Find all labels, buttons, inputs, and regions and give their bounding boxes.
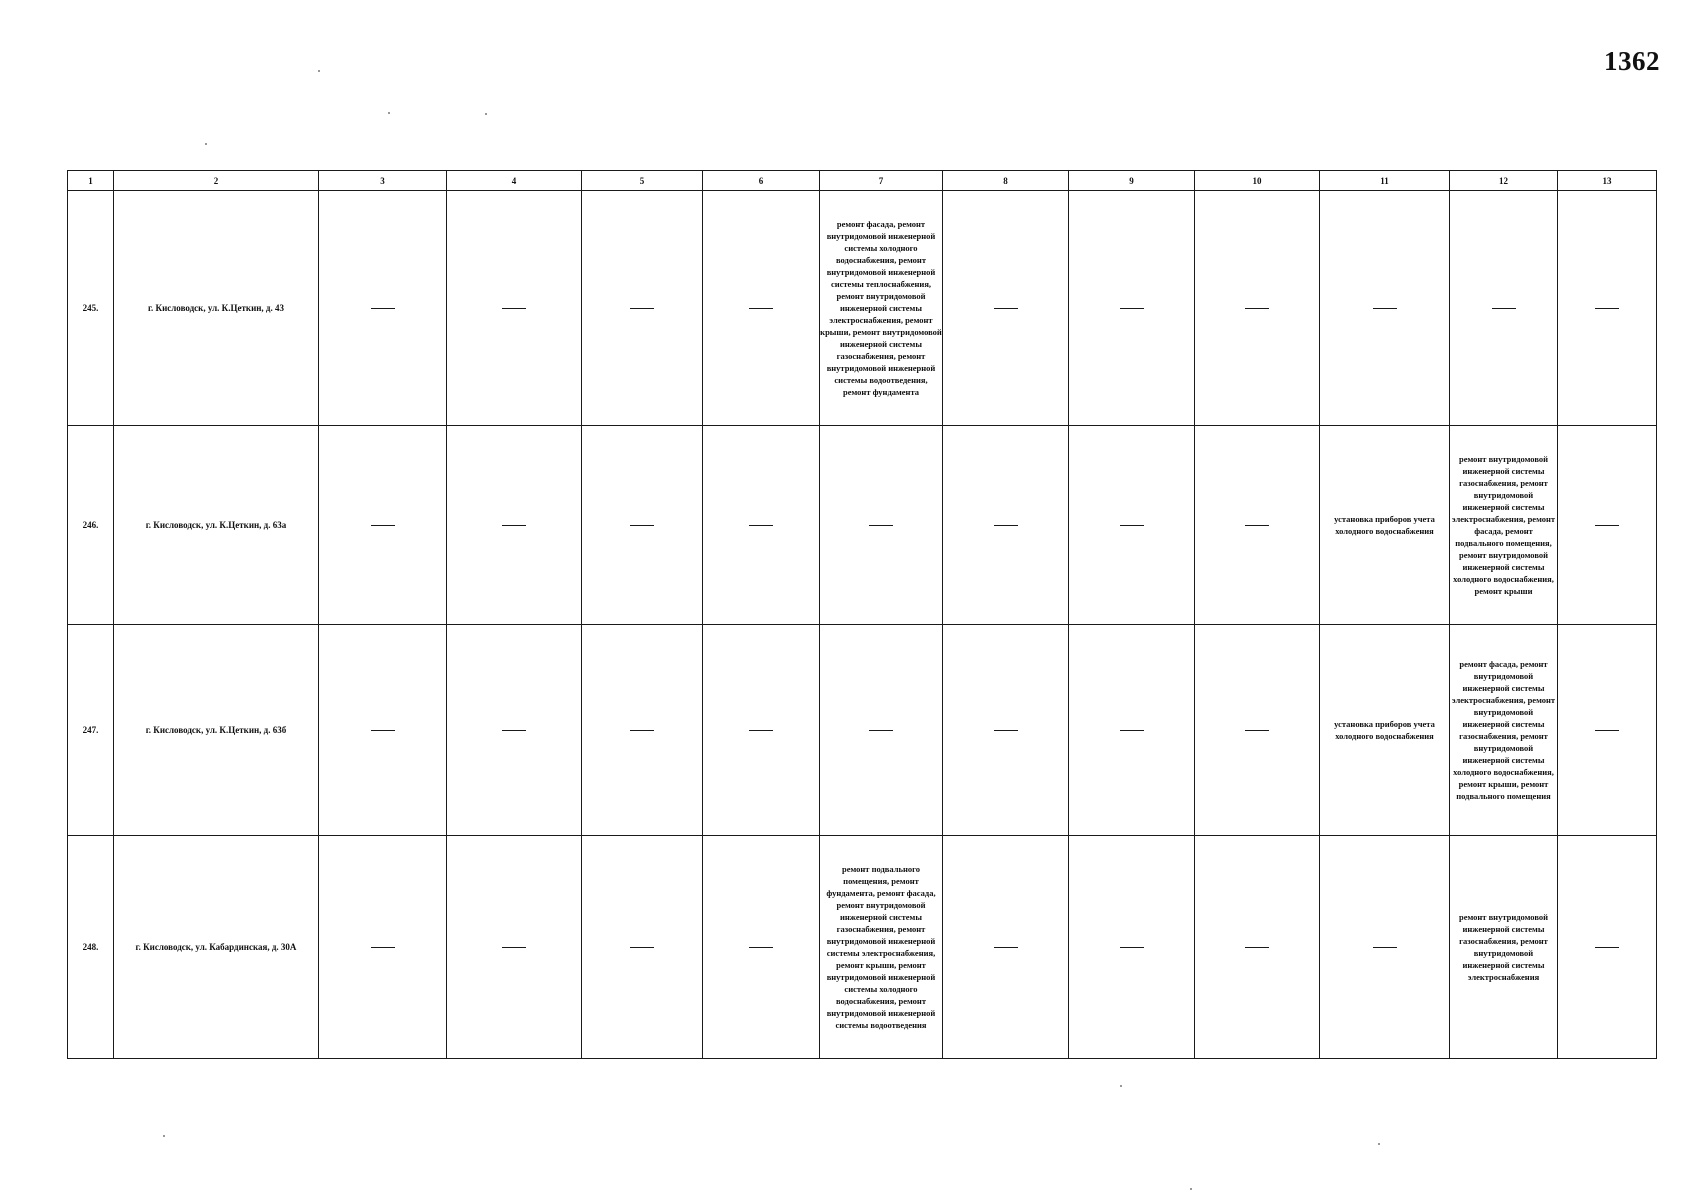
column-header: 5 xyxy=(582,171,703,191)
column-header: 9 xyxy=(1069,171,1195,191)
column-header: 8 xyxy=(943,171,1069,191)
table-row xyxy=(68,836,1657,1059)
cell-empty xyxy=(943,836,1069,1059)
works-col7: ремонт подвального помещения, ремонт фундамента, ремонт фасада, ремонт внутридомовой инженерной системы газоснабжения, ремонт внутридомовой инженерной системы электроснабжения, ремонт крыши, ремонт внутридомовой инженерной системы холодного водоснабжения, ремонт внутридомовой инженерной системы водоотведения xyxy=(820,836,943,1059)
row-address: г. Кисловодск, ул. К.Цеткин, д. 63а xyxy=(114,426,319,625)
scan-speck xyxy=(485,113,487,115)
works-table xyxy=(67,170,1657,1059)
row-address: г. Кисловодск, ул. Кабардинская, д. 30А xyxy=(114,836,319,1059)
works-col12: ремонт фасада, ремонт внутридомовой инженерной системы электроснабжения, ремонт внутридомовой инженерной системы газоснабжения, ремонт внутридомовой инженерной системы холодного водоснабжения, ремонт крыши, ремонт подвального помещения xyxy=(1450,625,1558,836)
works-col12: ремонт внутридомовой инженерной системы газоснабжения, ремонт внутридомовой инженерной системы электроснабжения, ремонт фасада, ремонт подвального помещения, ремонт внутридомовой инженерной системы холодного водоснабжения, ремонт крыши xyxy=(1450,426,1558,625)
column-header: 2 xyxy=(114,171,319,191)
works-col11: установка приборов учета холодного водоснабжения xyxy=(1320,625,1450,836)
scan-speck xyxy=(1190,1188,1192,1190)
dash-mark xyxy=(1373,308,1397,309)
cell-empty xyxy=(582,836,703,1059)
row-number: 245. xyxy=(68,191,114,426)
dash-mark xyxy=(502,947,526,948)
row-address: г. Кисловодск, ул. К.Цеткин, д. 43 xyxy=(114,191,319,426)
dash-mark xyxy=(749,308,773,309)
column-header: 1 xyxy=(68,171,114,191)
cell-empty xyxy=(319,191,447,426)
cell-empty xyxy=(943,191,1069,426)
cell-empty xyxy=(943,426,1069,625)
cell-empty xyxy=(703,625,820,836)
column-header: 3 xyxy=(319,171,447,191)
cell-empty xyxy=(447,426,582,625)
dash-mark xyxy=(1245,730,1269,731)
dash-mark xyxy=(1595,525,1619,526)
cell-empty xyxy=(820,625,943,836)
cell-empty xyxy=(1558,191,1657,426)
dash-mark xyxy=(630,308,654,309)
dash-mark xyxy=(749,730,773,731)
dash-mark xyxy=(371,947,395,948)
cell-empty xyxy=(1069,625,1195,836)
table-row xyxy=(68,625,1657,836)
cell-empty xyxy=(943,625,1069,836)
cell-empty xyxy=(1450,191,1558,426)
cell-empty xyxy=(1069,836,1195,1059)
dash-mark xyxy=(1595,730,1619,731)
cell-empty xyxy=(447,191,582,426)
dash-mark xyxy=(1595,947,1619,948)
scan-speck xyxy=(388,112,390,114)
cell-empty xyxy=(447,625,582,836)
row-number: 247. xyxy=(68,625,114,836)
column-header: 12 xyxy=(1450,171,1558,191)
dash-mark xyxy=(630,947,654,948)
cell-empty xyxy=(582,426,703,625)
dash-mark xyxy=(1120,730,1144,731)
scan-speck xyxy=(1378,1143,1380,1145)
row-number: 246. xyxy=(68,426,114,625)
column-header: 4 xyxy=(447,171,582,191)
dash-mark xyxy=(749,947,773,948)
cell-empty xyxy=(1320,836,1450,1059)
dash-mark xyxy=(1120,525,1144,526)
dash-mark xyxy=(994,730,1018,731)
works-col11: установка приборов учета холодного водоснабжения xyxy=(1320,426,1450,625)
dash-mark xyxy=(1492,308,1516,309)
cell-empty xyxy=(1069,426,1195,625)
cell-empty xyxy=(319,836,447,1059)
dash-mark xyxy=(371,730,395,731)
scan-speck xyxy=(318,70,320,72)
dash-mark xyxy=(994,525,1018,526)
dash-mark xyxy=(994,947,1018,948)
cell-empty xyxy=(1558,625,1657,836)
dash-mark xyxy=(502,730,526,731)
row-number: 248. xyxy=(68,836,114,1059)
cell-empty xyxy=(319,426,447,625)
cell-empty xyxy=(1195,625,1320,836)
dash-mark xyxy=(1245,947,1269,948)
dash-mark xyxy=(630,730,654,731)
dash-mark xyxy=(502,308,526,309)
column-header: 7 xyxy=(820,171,943,191)
cell-empty xyxy=(1069,191,1195,426)
scan-speck xyxy=(163,1135,165,1137)
cell-empty xyxy=(1320,191,1450,426)
cell-empty xyxy=(1558,426,1657,625)
scan-speck xyxy=(1120,1085,1122,1087)
column-header: 11 xyxy=(1320,171,1450,191)
cell-empty xyxy=(447,836,582,1059)
dash-mark xyxy=(630,525,654,526)
dash-mark xyxy=(1120,308,1144,309)
cell-empty xyxy=(703,191,820,426)
page-number: 1362 xyxy=(1604,46,1660,76)
column-number-row xyxy=(68,171,1657,191)
works-col7: ремонт фасада, ремонт внутридомовой инженерной системы холодного водоснабжения, ремонт внутридомовой инженерной системы теплоснабжения, ремонт внутридомовой инженерной системы электроснабжения, ремонт крыши, ремонт внутридомовой инженерной системы газоснабжения, ремонт внутридомовой инженерной системы водоотведения, ремонт фундамента xyxy=(820,191,943,426)
dash-mark xyxy=(1595,308,1619,309)
table-row xyxy=(68,426,1657,625)
works-col12: ремонт внутридомовой инженерной системы газоснабжения, ремонт внутридомовой инженерной системы электроснабжения xyxy=(1450,836,1558,1059)
dash-mark xyxy=(749,525,773,526)
cell-empty xyxy=(319,625,447,836)
scan-speck xyxy=(205,143,207,145)
dash-mark xyxy=(502,525,526,526)
dash-mark xyxy=(869,525,893,526)
cell-empty xyxy=(820,426,943,625)
cell-empty xyxy=(1195,836,1320,1059)
dash-mark xyxy=(1373,947,1397,948)
cell-empty xyxy=(1195,426,1320,625)
table-row xyxy=(68,191,1657,426)
dash-mark xyxy=(371,525,395,526)
row-address: г. Кисловодск, ул. К.Цеткин, д. 63б xyxy=(114,625,319,836)
dash-mark xyxy=(371,308,395,309)
column-header: 13 xyxy=(1558,171,1657,191)
dash-mark xyxy=(994,308,1018,309)
cell-empty xyxy=(582,191,703,426)
dash-mark xyxy=(1120,947,1144,948)
cell-empty xyxy=(703,426,820,625)
cell-empty xyxy=(582,625,703,836)
dash-mark xyxy=(1245,308,1269,309)
column-header: 10 xyxy=(1195,171,1320,191)
column-header: 6 xyxy=(703,171,820,191)
cell-empty xyxy=(1558,836,1657,1059)
cell-empty xyxy=(703,836,820,1059)
dash-mark xyxy=(1245,525,1269,526)
cell-empty xyxy=(1195,191,1320,426)
dash-mark xyxy=(869,730,893,731)
